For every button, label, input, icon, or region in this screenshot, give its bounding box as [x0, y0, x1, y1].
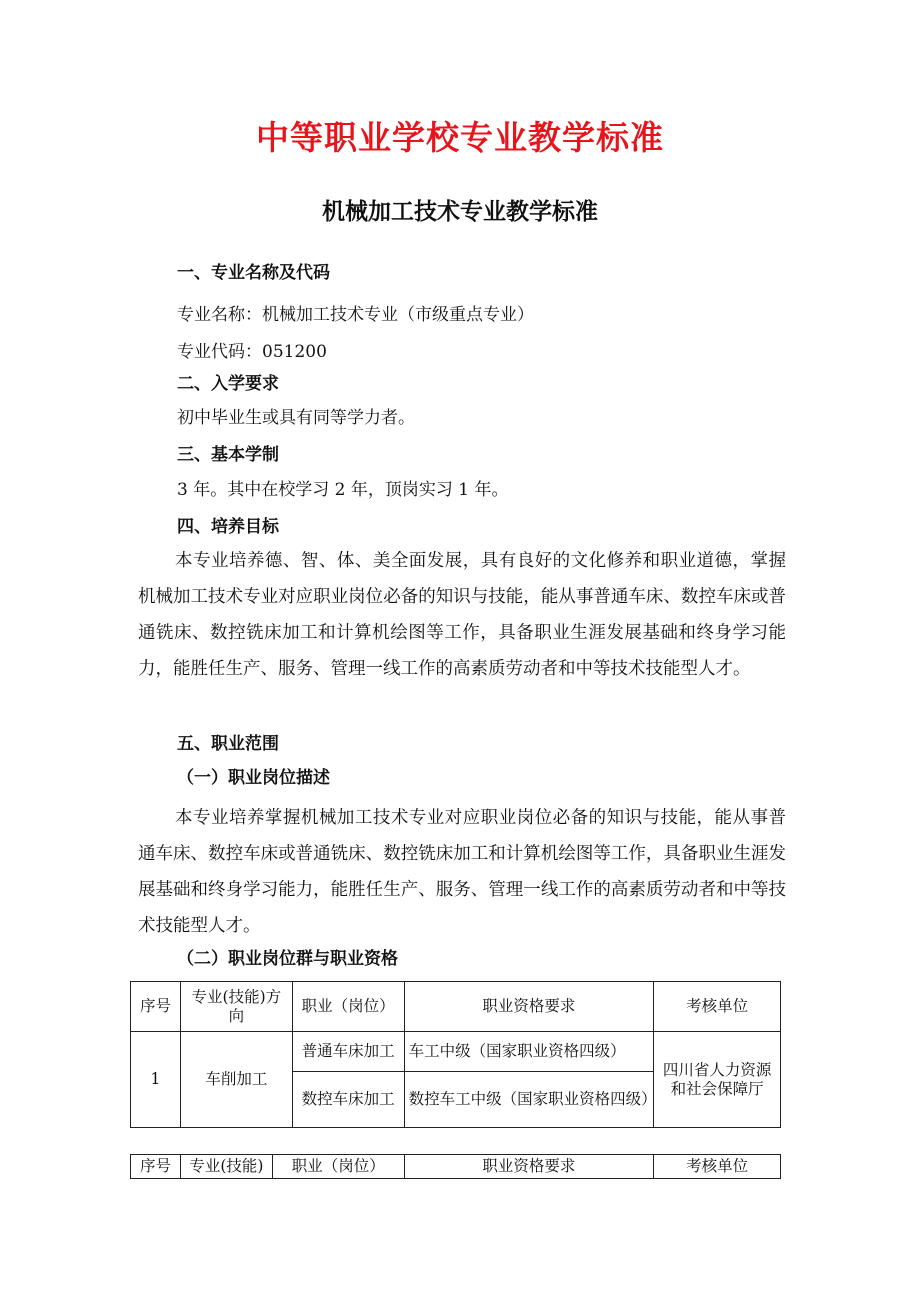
- qualification-table-continued: [130, 1154, 781, 1179]
- header-cell: 职业（岗位）: [272, 1155, 404, 1179]
- subsection-2-heading: （二）职业岗位群与职业资格: [177, 949, 398, 969]
- section-3-text: 3 年。其中在校学习 2 年，顶岗实习 1 年。: [177, 480, 509, 500]
- header-cell: 职业资格要求: [404, 1155, 654, 1179]
- header-cell: 专业(技能)方向: [180, 982, 292, 1032]
- section-5-heading: 五、职业范围: [177, 734, 279, 754]
- section-4-heading: 四、培养目标: [177, 517, 279, 537]
- row-job: 普通车床加工: [292, 1032, 404, 1072]
- section-3-heading: 三、基本学制: [177, 445, 279, 465]
- row-direction: 车削加工: [180, 1032, 292, 1128]
- table-header-row: [131, 1155, 781, 1179]
- row-job: 数控车床加工: [292, 1072, 404, 1128]
- major-code-line: 专业代码：051200: [177, 342, 327, 362]
- section-2-heading: 二、入学要求: [177, 374, 279, 394]
- subsection-1-paragraph: 本专业培养掌握机械加工技术专业对应职业岗位必备的知识与技能，能从事普通车床、数控车床或普通铣床、数控铣床加工和计算机绘图等工作，具备职业生涯发展基础和终身学习能力，能胜任生产、服务、管理一线工作的高素质劳动者和中等技术技能型人才。: [138, 808, 786, 936]
- header-cell: 职业资格要求: [404, 982, 654, 1032]
- table-row: [131, 1032, 781, 1072]
- header-cell: 考核单位: [654, 982, 781, 1032]
- row-qualification: 车工中级（国家职业资格四级）: [404, 1032, 654, 1072]
- header-cell: 序号: [131, 982, 181, 1032]
- header-cell: 职业（岗位）: [292, 982, 404, 1032]
- header-cell: 序号: [131, 1155, 181, 1179]
- subsection-1-heading: （一）职业岗位描述: [177, 768, 330, 788]
- row-assessment-unit: 四川省人力资源和社会保障厅: [654, 1032, 781, 1128]
- major-name-line: 专业名称：机械加工技术专业（市级重点专业）: [177, 305, 534, 325]
- section-2-text: 初中毕业生或具有同等学力者。: [177, 408, 415, 428]
- document-title: 中等职业学校专业教学标准: [256, 118, 664, 157]
- qualification-table: [130, 981, 781, 1128]
- table-header-row: [131, 982, 781, 1032]
- header-cell: 专业(技能): [180, 1155, 272, 1179]
- row-index: 1: [131, 1032, 181, 1128]
- row-qualification: 数控车工中级（国家职业资格四级）: [404, 1072, 654, 1128]
- section-1-heading: 一、专业名称及代码: [177, 263, 330, 283]
- section-4-paragraph: 本专业培养德、智、体、美全面发展，具有良好的文化修养和职业道德，掌握机械加工技术专业对应职业岗位必备的知识与技能，能从事普通车床、数控车床或普通铣床、数控铣床加工和计算机绘图等工作，具备职业生涯发展基础和终身学习能力，能胜任生产、服务、管理一线工作的高素质劳动者和中等技术技能型人才。: [138, 551, 786, 679]
- document-subtitle: 机械加工技术专业教学标准: [322, 199, 598, 225]
- header-cell: 考核单位: [654, 1155, 781, 1179]
